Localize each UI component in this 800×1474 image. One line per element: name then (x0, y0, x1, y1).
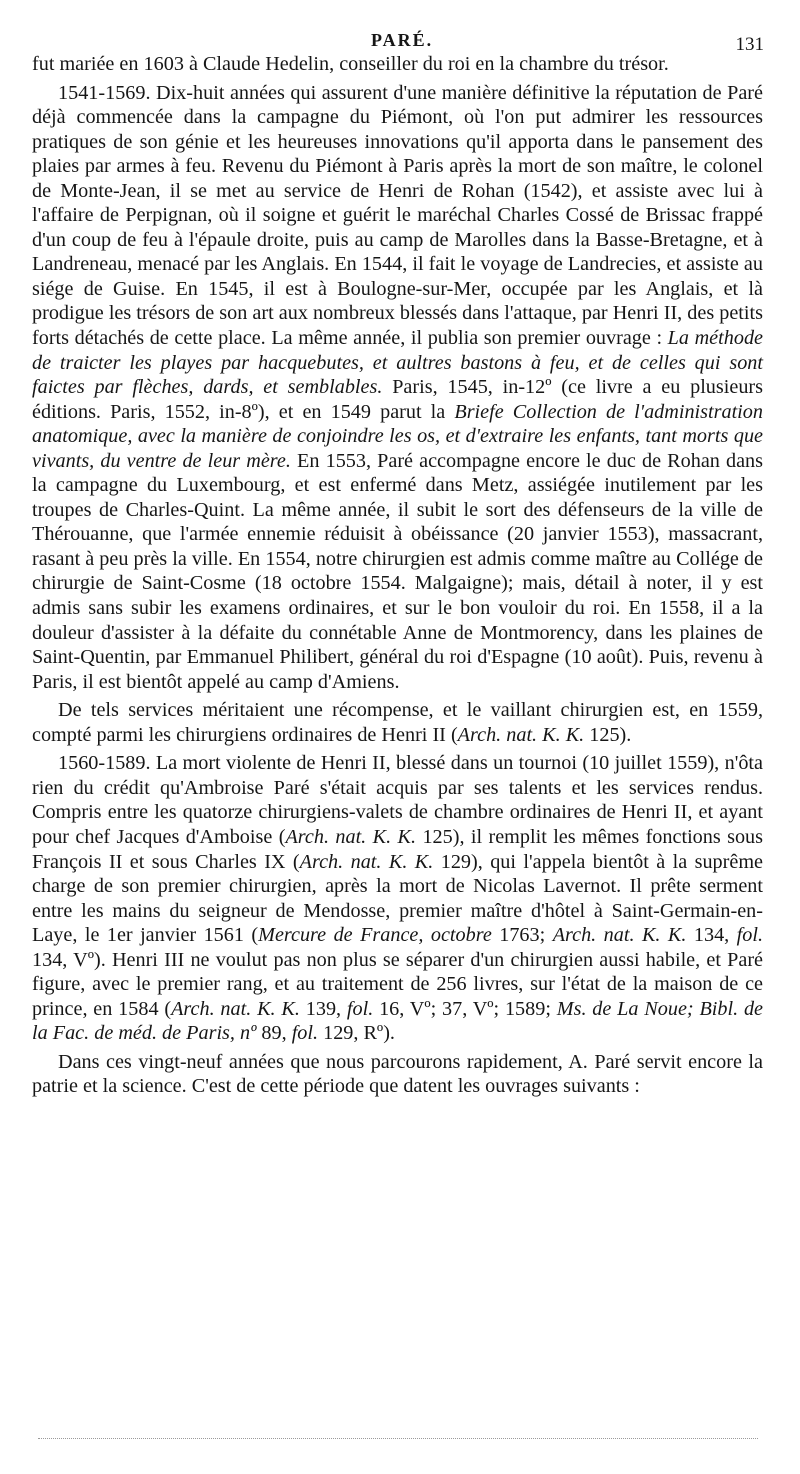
text-segment: 125). (584, 723, 632, 746)
italic-text-segment: Arch. nat. K. K. (299, 850, 434, 873)
footer-rule (38, 1438, 758, 1439)
text-segment: 134, (686, 924, 737, 947)
paragraph (32, 1050, 763, 1099)
body-text (32, 52, 763, 1099)
italic-text-segment: Arch. nat. K. K. (457, 723, 585, 746)
text-segment: 139, (299, 997, 347, 1020)
paragraph (32, 698, 763, 747)
paragraph (32, 81, 763, 695)
paragraph (32, 751, 763, 1046)
text-segment: 1763; (491, 924, 553, 947)
italic-text-segment: Mercure de France, octobre (258, 924, 492, 947)
italic-text-segment: La méthode de traicter les playes par hacquebutes, et aultres bastons à feu, et de celles qui sont faictes par flèches, dards, et semblables. (32, 327, 763, 399)
text-segment: 129, Rº). (318, 1022, 395, 1045)
text-segment: 134, Vº). Henri III ne voulut pas non plus se séparer d'un chirurgien aussi habile, et Paré figure, avec le premier rang, et au traitement de 256 livres, sur l'état de la maison de ce prince, en 1584 ( (32, 948, 763, 1020)
italic-text-segment: Arch. nat. K. K. (285, 825, 417, 848)
text-segment: En 1553, Paré accompagne encore le duc de Rohan dans la campagne du Luxembourg, et est enfermé dans Metz, assiégée inutilement par les troupes de Charles-Quint. La même année, il subit le sort des défenseurs de la ville de Thérouanne, que l'armée ennemie réduisit à obéissance (20 janvier 1553), massacrant, rasant à peu près la ville. En 1554, notre chirurgien est admis comme maître au Collége de chirurgie de Saint-Cosme (18 octobre 1554. Malgaigne); mais, détail à noter, il y est admis sans subir les examens ordinaires, et sur le bon vouloir du roi. En 1558, il a la douleur d'assister à la défaite du connétable Anne de Montmorency, dans les plaines de Saint-Quentin, par Emmanuel Philibert, général du roi d'Espagne (10 août). Puis, revenu à Paris, il est bientôt appelé au camp d'Amiens. (32, 449, 763, 693)
text-segment: 16, Vº; 37, Vº; 1589; (373, 997, 557, 1020)
italic-text-segment: fol. (736, 924, 764, 947)
page-number: 131 (735, 34, 764, 55)
italic-text-segment: fol. (346, 997, 374, 1020)
running-head: PARÉ. (371, 30, 434, 50)
italic-text-segment: Ms. de La Noue; Bibl. de la Fac. de méd. de Paris, nº (32, 997, 764, 1045)
text-segment: 129), qui l'appela bientôt à la suprême charge de son premier chirurgien, après la mort de Nicolas Lavernot. Il prête serment entre les mains du seigneur de Mendosse, premier maître d'hôtel à Saint-Germain-en-Laye, le 1er janvier 1561 ( (32, 850, 763, 947)
text-segment: 89, (256, 1022, 292, 1045)
text-segment: Dans ces vingt-neuf années que nous parcourons rapidement, A. Paré servit encore la patrie et la science. C'est de cette période que datent les ouvrages suivants : (32, 1050, 763, 1098)
text-segment: 1541-1569. Dix-huit années qui assurent d'une manière définitive la réputation de Paré déjà commencée dans la campagne du Piémont, où l'on put admirer les ressources pratiques de son génie et les heureuses innovations qu'il apporta dans le pansement des plaies par armes à feu. Revenu du Piémont à Paris après la mort de son maître, le colonel de Monte-Jean, il se met au service de Henri de Rohan (1542), et assiste avec lui à l'affaire de Perpignan, où il soigne et guérit le maréchal Charles Cossé de Brissac frappé d'un coup de feu à l'épaule droite, puis au camp de Marolles dans la Basse-Bretagne, et à Landreneau, menacé par les Anglais. En 1544, il fait le voyage de Landrecies, et assiste au siége de Guise. En 1545, il est à Boulogne-sur-Mer, occupée par les Anglais, et là prodigue les trésors de son art aux nombreux blessés dans l'attaque, par Henri II, des petits forts détachés de cette place. La même année, il publia son premier ouvrage : (32, 81, 763, 350)
text-segment: 125), il remplit les mêmes fonctions sous François II et sous Charles IX ( (32, 825, 764, 873)
italic-text-segment: Arch. nat. K. K. (171, 997, 300, 1020)
text-segment: De tels services méritaient une récompense, et le vaillant chirurgien est, en 1559, compté parmi les chirurgiens ordinaires de Henri II ( (32, 699, 763, 746)
italic-text-segment: Briefe Collection de l'administration anatomique, avec la manière de conjoindre les os, et d'extraire les enfants, tant morts que vivants, du ventre de leur mère. (32, 400, 763, 472)
italic-text-segment: Arch. nat. K. K. (552, 924, 687, 947)
paragraph (32, 52, 763, 77)
text-segment: 1560-1589. La mort violente de Henri II, blessé dans un tournoi (10 juillet 1559), n'ôta rien du crédit qu'Ambroise Paré s'était acquis par ses talents et les services rendus. Compris entre les quatorze chirurgiens-valets de chambre ordinaires de Henri II, et ayant pour chef Jacques d'Amboise ( (32, 752, 763, 848)
italic-text-segment: fol. (291, 1022, 319, 1045)
text-segment: fut mariée en 1603 à Claude Hedelin, conseiller du roi en la chambre du trésor. (32, 53, 669, 75)
text-segment: Paris, 1545, in-12º (ce livre a eu plusieurs éditions. Paris, 1552, in-8º), et en 1549 parut la (32, 376, 763, 423)
